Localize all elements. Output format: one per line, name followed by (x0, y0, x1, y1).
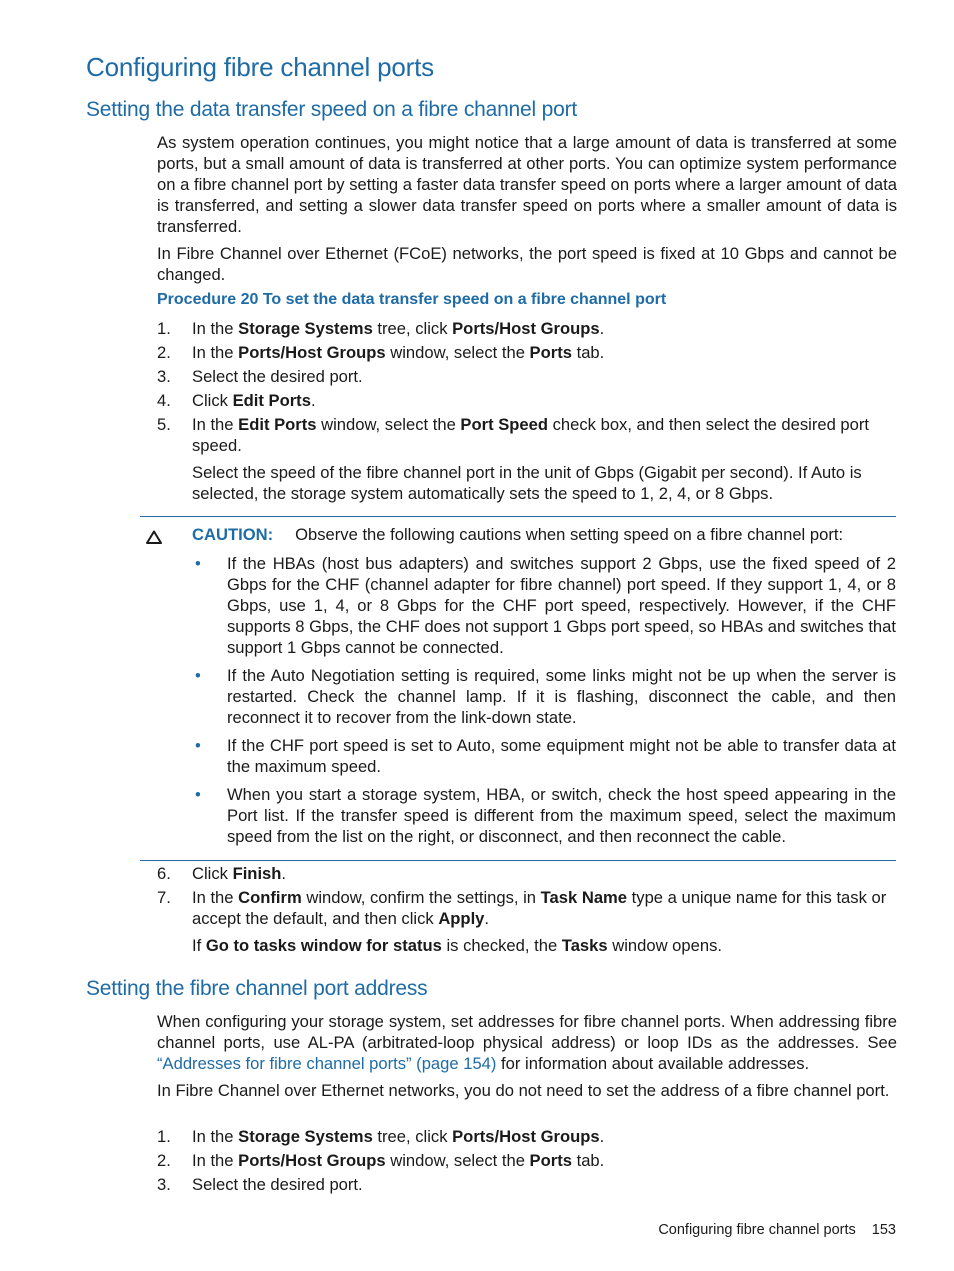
caution-bullet: • If the HBAs (host bus adapters) and switches support 2 Gbps, use the fixed speed of 2 Gbps for the CHF (channel adapter for fibre channel) port speed. If they support 1, 4, or 8 Gbps, use 1, 4, or 8 Gbps for the CHF port speed, respectively. However, if the CHF supports 8 Gbps, the CHF does not support 1 Gbps port speed, so HBAs and switches that support 1 Gbps cannot be connected. (195, 554, 896, 657)
address-paragraph: When configuring your storage system, set addresses for fibre channel ports. When addressing fibre channel ports, use AL-PA (arbitrated-loop physical address) or loop IDs as the addresses. See “Addresses for fibre channel ports” (page 154) for information about available addresses. (157, 1012, 897, 1073)
address-steps (157, 1126, 897, 1198)
step-5-detail: Select the speed of the fibre channel port in the unit of Gbps (Gigabit per second). If Auto is selected, the storage system automatically sets the speed to 1, 2, 4, or 8 Gbps. (192, 463, 862, 503)
step-6: 6. Click Finish. (157, 864, 287, 883)
caution-bullet: • When you start a storage system, HBA, or switch, check the host speed appearing in the Port list. If the transfer speed is different from the maximum speed, select the maximum speed from the list on the right, or disconnect, and then reconnect the cable. (195, 785, 896, 846)
caution-bullet: • If the CHF port speed is set to Auto, some equipment might not be able to transfer data at the maximum speed. (195, 736, 896, 776)
procedure-steps (157, 318, 897, 507)
step-5: 5. In the Edit Ports window, select the Port Speed check box, and then select the desired port speed. Select the speed of the fibre channel port in the unit of Gbps (Gigabit per second). If Auto is selected, the storage system automatically sets the speed to 1, 2, 4, or 8 Gbps. (157, 414, 897, 504)
step-3: 3. Select the desired port. (157, 367, 363, 386)
address-step-1: 1. In the Storage Systems tree, click Ports/Host Groups. (157, 1127, 605, 1146)
warning-triangle-icon (146, 530, 162, 544)
caution-lead (192, 524, 896, 545)
caution-text: Observe the following cautions when setting speed on a fibre channel port: (295, 525, 844, 544)
addresses-link[interactable]: “Addresses for fibre channel ports” (page 154) (157, 1054, 497, 1073)
fcoe-paragraph: In Fibre Channel over Ethernet (FCoE) networks, the port speed is fixed at 10 Gbps and cannot be changed. (157, 244, 897, 284)
procedure-title: Procedure 20 To set the data transfer speed on a fibre channel port (157, 291, 667, 308)
step-7-detail: If Go to tasks window for status is checked, the Tasks window opens. (192, 936, 723, 955)
caution-box (140, 516, 896, 861)
footer-label: Configuring fibre channel ports (658, 1222, 856, 1238)
step-2: 2. In the Ports/Host Groups window, select the Ports tab. (157, 343, 605, 362)
step-7: 7. In the Confirm window, confirm the settings, in Task Name type a unique name for this task or accept the default, and then click Apply. If Go to tasks window for status is checked, the Tasks window opens. (157, 887, 897, 956)
address-fcoe-paragraph: In Fibre Channel over Ethernet networks, you do not need to set the address of a fibre channel port. (157, 1081, 890, 1100)
address-step-2: 2. In the Ports/Host Groups window, select the Ports tab. (157, 1151, 605, 1170)
caution-bullets (192, 553, 896, 847)
page-number: 153 (871, 1222, 896, 1238)
step-1: 1. In the Storage Systems tree, click Ports/Host Groups. (157, 319, 605, 338)
caution-bullet: • If the Auto Negotiation setting is required, some links might not be up when the server is restarted. Check the channel lamp. If it is flashing, disconnect the cable, and then reconnect it to recover from the link-down state. (195, 666, 896, 727)
page-title: Configuring fibre channel ports (86, 52, 434, 82)
intro-paragraph: As system operation continues, you might notice that a large amount of data is transferred at some ports, but a small amount of data is transferred at other ports. You can optimize system performance on a fibre channel port by setting a faster data transfer speed on ports where a larger amount of data is transferred, and setting a slower data transfer speed on ports where a smaller amount of data is transferred. (157, 133, 897, 236)
section-heading-speed: Setting the data transfer speed on a fibre channel port (86, 98, 578, 121)
procedure-steps-continued (157, 863, 897, 959)
address-step-3: 3. Select the desired port. (157, 1175, 363, 1194)
step-4: 4. Click Edit Ports. (157, 391, 316, 410)
caution-label: CAUTION: (192, 525, 274, 544)
page-footer (658, 1222, 896, 1238)
section-heading-address: Setting the fibre channel port address (86, 977, 428, 1000)
